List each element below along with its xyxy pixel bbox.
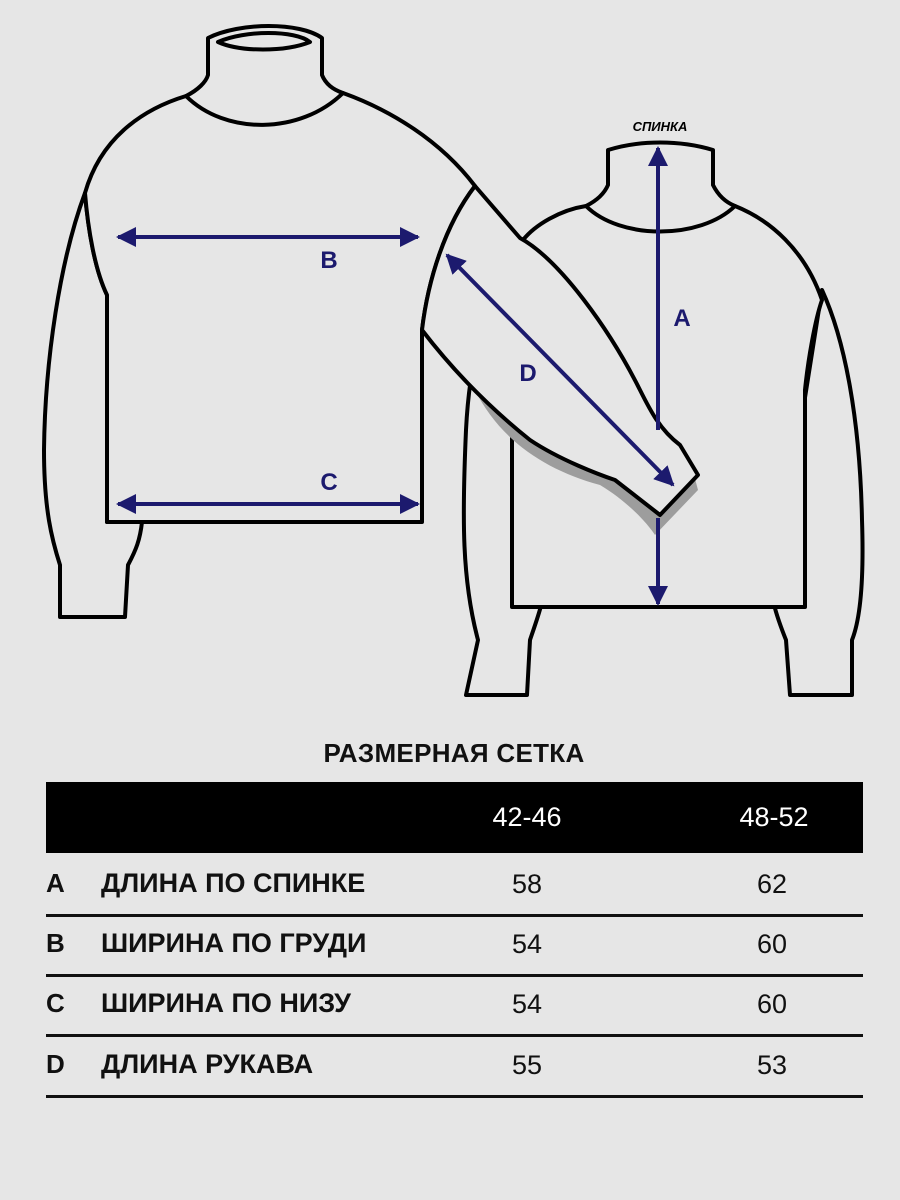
measurement-name: ДЛИНА РУКАВА <box>101 1049 314 1079</box>
value-size-42-46: 54 <box>511 929 543 959</box>
marker-c: C <box>320 469 338 496</box>
front-turtleneck-opening <box>218 33 310 50</box>
back-view-label: СПИНКА <box>632 119 688 134</box>
value-size-42-46: 58 <box>511 869 543 899</box>
value-size-42-46: 55 <box>511 1050 543 1080</box>
value-size-48-52: 62 <box>756 869 788 899</box>
table-row <box>46 1035 863 1098</box>
measurement-name: ШИРИНА ПО НИЗУ <box>101 988 351 1018</box>
front-view-sweater <box>44 26 475 617</box>
front-body <box>85 93 475 522</box>
marker-b: B <box>320 247 338 274</box>
size-column-header: 48-52 <box>739 802 809 832</box>
table-row <box>46 914 863 977</box>
table-row <box>46 854 863 917</box>
size-column-header: 42-46 <box>492 802 562 832</box>
value-size-48-52: 53 <box>756 1050 788 1080</box>
measurement-code: C <box>46 988 65 1018</box>
marker-d: D <box>519 360 537 387</box>
measurement-code: A <box>46 868 65 898</box>
measurement-code: B <box>46 928 65 958</box>
value-size-42-46: 54 <box>511 989 543 1019</box>
size-chart-title: РАЗМЕРНАЯ СЕТКА <box>323 738 585 768</box>
marker-a: A <box>673 305 691 332</box>
size-table-header <box>46 782 863 853</box>
measurement-name: ДЛИНА ПО СПИНКЕ <box>101 868 366 898</box>
value-size-48-52: 60 <box>756 989 788 1019</box>
measurement-code: D <box>46 1049 65 1079</box>
measurement-name: ШИРИНА ПО ГРУДИ <box>101 928 367 958</box>
value-size-48-52: 60 <box>756 929 788 959</box>
table-row <box>46 974 863 1037</box>
back-turtleneck <box>586 143 735 232</box>
